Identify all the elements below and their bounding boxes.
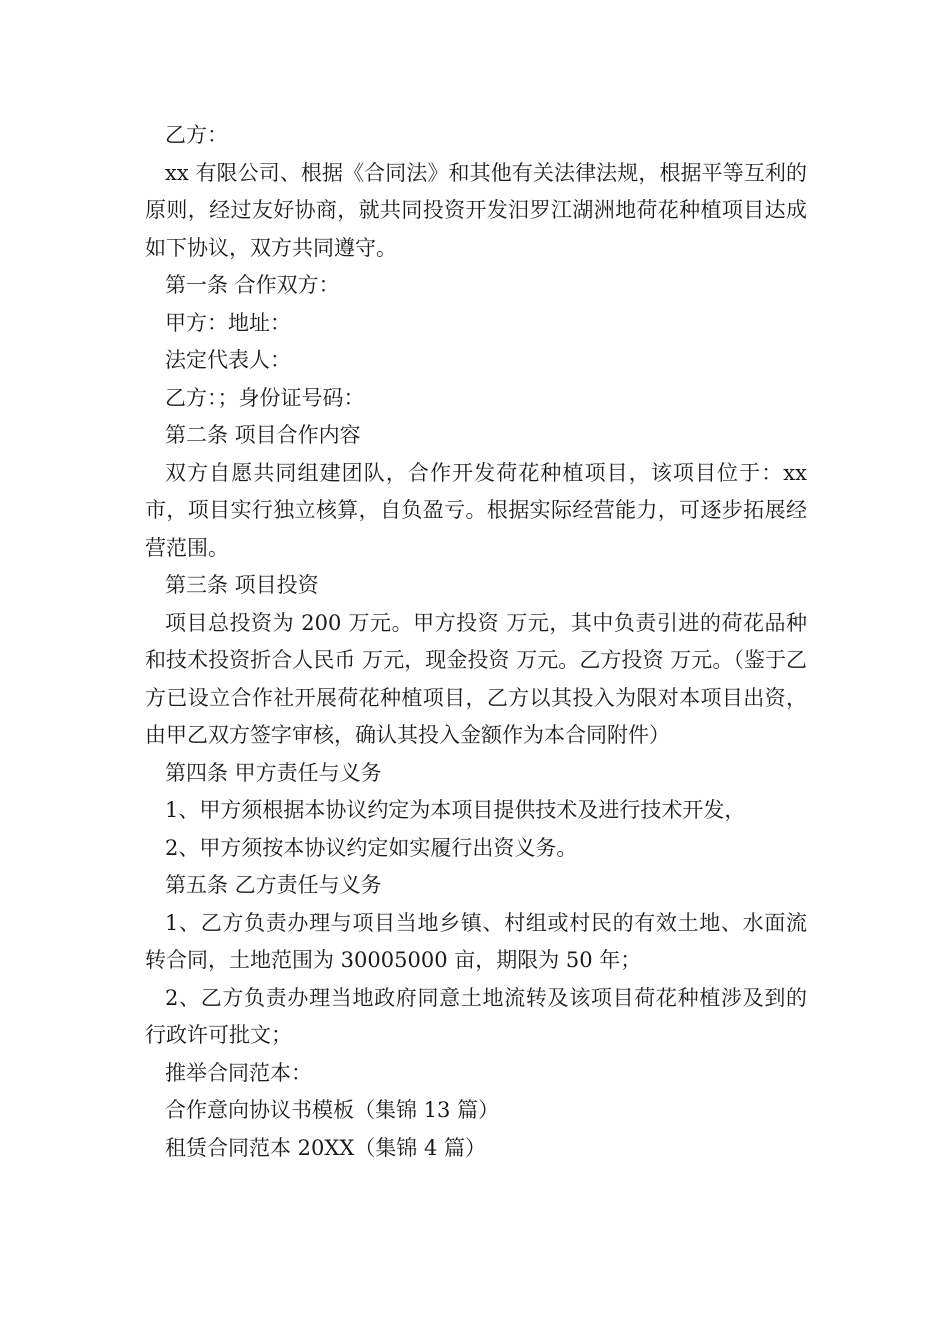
recommended-templates-heading: 推举合同范本： bbox=[165, 1060, 312, 1085]
article-4-heading: 第四条 甲方责任与义务 bbox=[165, 760, 382, 785]
party-a-address: 甲方：地址： bbox=[165, 310, 291, 335]
recommended-template-link-2[interactable]: 租赁合同范本 20XX（集锦 4 篇） bbox=[165, 1135, 487, 1160]
document-body bbox=[145, 117, 807, 1167]
article-5-item-2: 2、乙方负责办理当地政府同意土地流转及该项目荷花种植涉及到的行政许可批文； bbox=[145, 985, 807, 1047]
article-2-paragraph: 双方自愿共同组建团队，合作开发荷花种植项目，该项目位于：xx 市，项目实行独立核算，自负盈亏。根据实际经营能力，可逐步拓展经营范围。 bbox=[145, 460, 807, 560]
article-1-heading: 第一条 合作双方： bbox=[165, 273, 340, 297]
party-b-heading: 乙方： bbox=[165, 123, 228, 147]
article-4-item-2: 2、甲方须按本协议约定如实履行出资义务。 bbox=[165, 835, 578, 860]
legal-representative: 法定代表人： bbox=[165, 348, 291, 372]
article-3-paragraph: 项目总投资为 200 万元。甲方投资 万元，其中负责引进的荷花品种和技术投资折合人民币 万元，现金投资 万元。乙方投资 万元。（鉴于乙方已设立合作社开展荷花种植项目，乙方以其投入为限对本项目出资，由甲乙双方签字审核，确认其投入金额作为本合同附件） bbox=[145, 610, 807, 747]
article-3-heading: 第三条 项目投资 bbox=[165, 573, 319, 597]
article-2-heading: 第二条 项目合作内容 bbox=[165, 423, 361, 447]
article-5-heading: 第五条 乙方责任与义务 bbox=[165, 873, 382, 897]
article-4-item-1: 1、甲方须根据本协议约定为本项目提供技术及进行技术开发， bbox=[165, 798, 746, 822]
preamble-paragraph: xx 有限公司、根据《合同法》和其他有关法律法规，根据平等互利的原则，经过友好协商，就共同投资开发汨罗江湖洲地荷花种植项目达成如下协议，双方共同遵守。 bbox=[145, 160, 807, 260]
recommended-template-link-1[interactable]: 合作意向协议书模板（集锦 13 篇） bbox=[165, 1098, 500, 1122]
article-5-item-1: 1、乙方负责办理与项目当地乡镇、村组或村民的有效土地、水面流转合同，土地范围为 30005000 亩，期限为 50 年； bbox=[145, 910, 807, 972]
party-b-id-number: 乙方：；身份证号码： bbox=[165, 385, 365, 410]
